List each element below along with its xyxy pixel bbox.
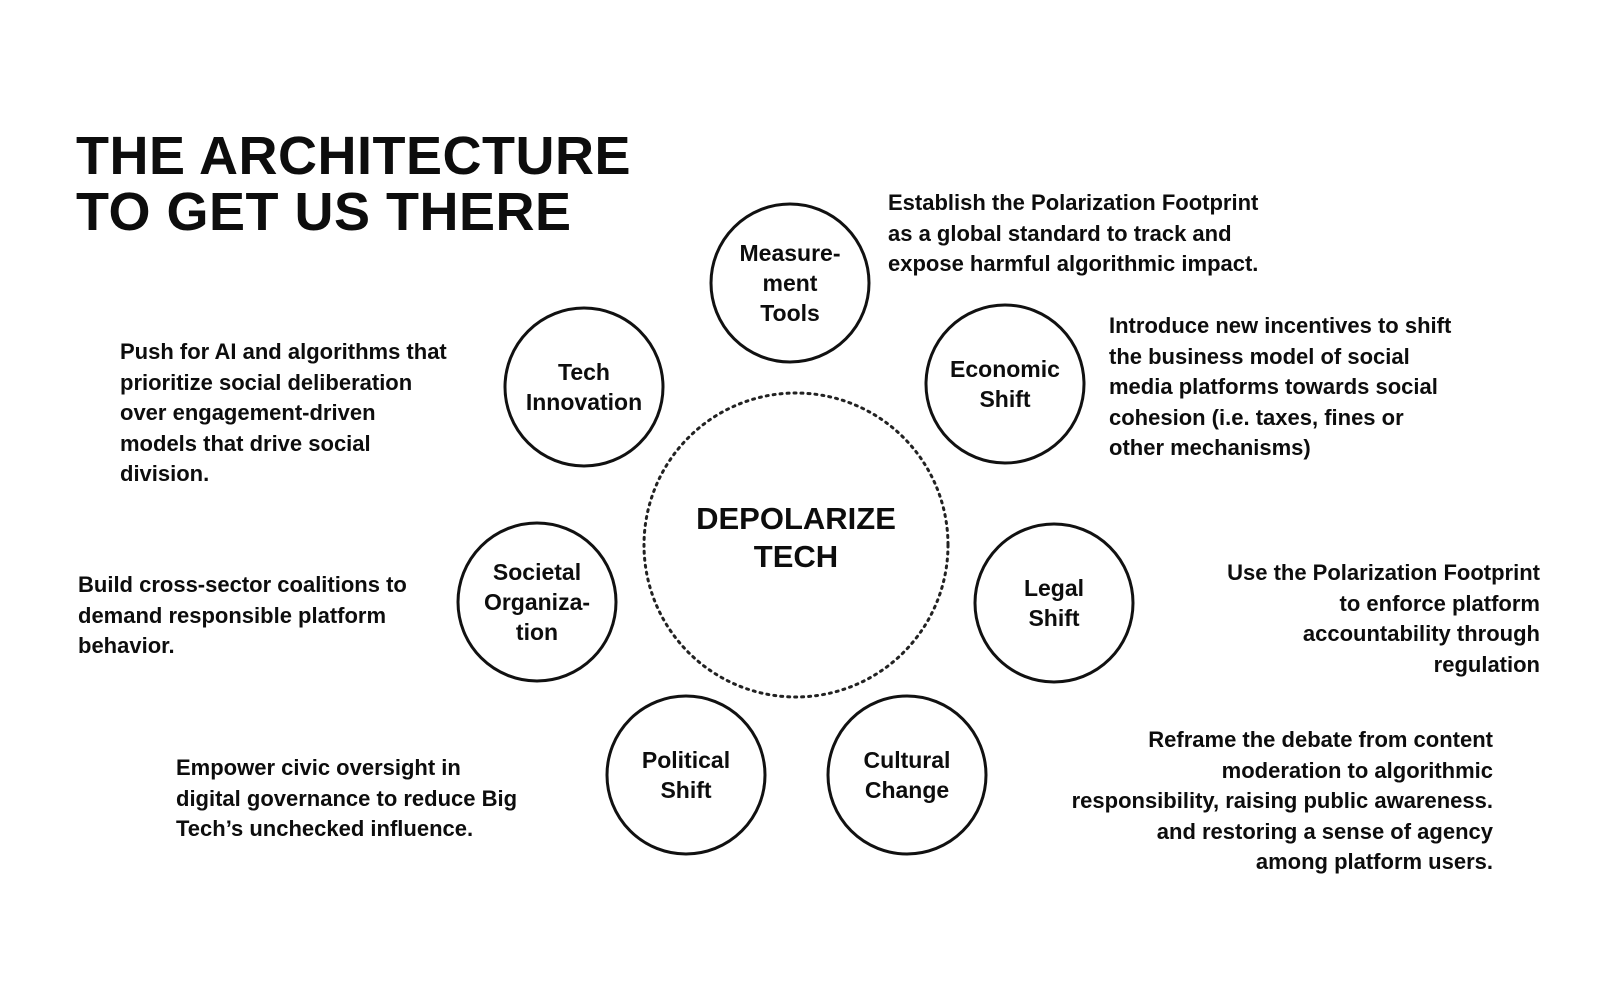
node-measurement-tools [711,204,869,362]
center-label [666,500,926,576]
description-line: media platforms towards social [1109,374,1438,399]
description-line: Build cross-sector coalitions to [78,572,407,597]
node-label-line: Innovation [525,389,643,415]
description-line: over engagement-driven [120,400,376,425]
node-label-line: Shift [660,777,712,803]
description-line: Reframe the debate from content [1148,727,1493,752]
description-line: Push for AI and algorithms that [120,339,447,364]
node-label-line: Measure- [739,240,841,266]
center-label-line-2: TECH [753,539,839,574]
description-political-shift [176,753,517,845]
description-legal-shift [1227,558,1540,680]
description-societal-organization [78,570,407,662]
node-label-line: Organiza- [483,589,591,615]
node-label-line: Political [641,747,731,773]
description-line: digital governance to reduce Big [176,785,518,811]
description-line: to enforce platform [1339,590,1540,616]
description-line: behavior. [78,633,175,658]
description-economic-shift [1109,311,1451,464]
node-legal-shift [975,524,1133,682]
node-tech-innovation [505,308,663,466]
node-label-line: Cultural [863,747,951,773]
description-line: demand responsible platform [78,602,387,628]
description-line: the business model of social [1109,343,1410,369]
node-label-line: Societal [492,559,582,585]
description-measurement-tools [888,188,1258,280]
description-line: accountability through [1302,621,1540,646]
description-line: Empower civic oversight in [176,755,461,780]
description-line: moderation to algorithmic [1221,757,1493,783]
description-line: other mechanisms) [1109,435,1311,460]
description-line: Establish the Polarization Footprint [888,190,1259,215]
node-label-line: Tech [558,359,610,385]
node-label-line: Economic [950,356,1060,382]
node-economic-shift [926,305,1084,463]
description-line: and restoring a sense of agency [1156,818,1493,844]
node-cultural-change [828,696,986,854]
node-label-line: Shift [1028,605,1080,631]
description-line: regulation [1433,651,1540,677]
node-label-line: Legal [1023,575,1085,601]
description-line: among platform users. [1255,849,1493,874]
center-label-line-1: DEPOLARIZE [696,501,896,536]
node-label-line: Shift [979,386,1031,412]
title-line-1: THE ARCHITECTURE [76,126,631,186]
description-line: Use the Polarization Footprint [1227,560,1540,585]
description-line: division. [120,461,210,486]
node-label-line: Change [864,777,950,803]
node-political-shift [607,696,765,854]
description-line: responsibility, raising public awareness. [1071,788,1493,813]
description-line: cohesion (i.e. taxes, fines or [1109,404,1404,430]
description-line: Introduce new incentives to shift [1109,313,1452,338]
node-label-line: Tools [760,300,820,326]
description-tech-innovation [120,337,447,490]
description-cultural-change [1072,725,1493,878]
description-line: as a global standard to track and [888,220,1232,246]
description-line: models that drive social [120,430,371,456]
node-societal-organization [458,523,616,681]
description-line: prioritize social deliberation [120,369,413,395]
title-line-2: TO GET US THERE [76,182,572,242]
description-line: expose harmful algorithmic impact. [888,251,1259,276]
description-line: Tech’s unchecked influence. [176,816,474,841]
node-label-line: tion [515,619,559,645]
node-label-line: ment [762,270,818,296]
